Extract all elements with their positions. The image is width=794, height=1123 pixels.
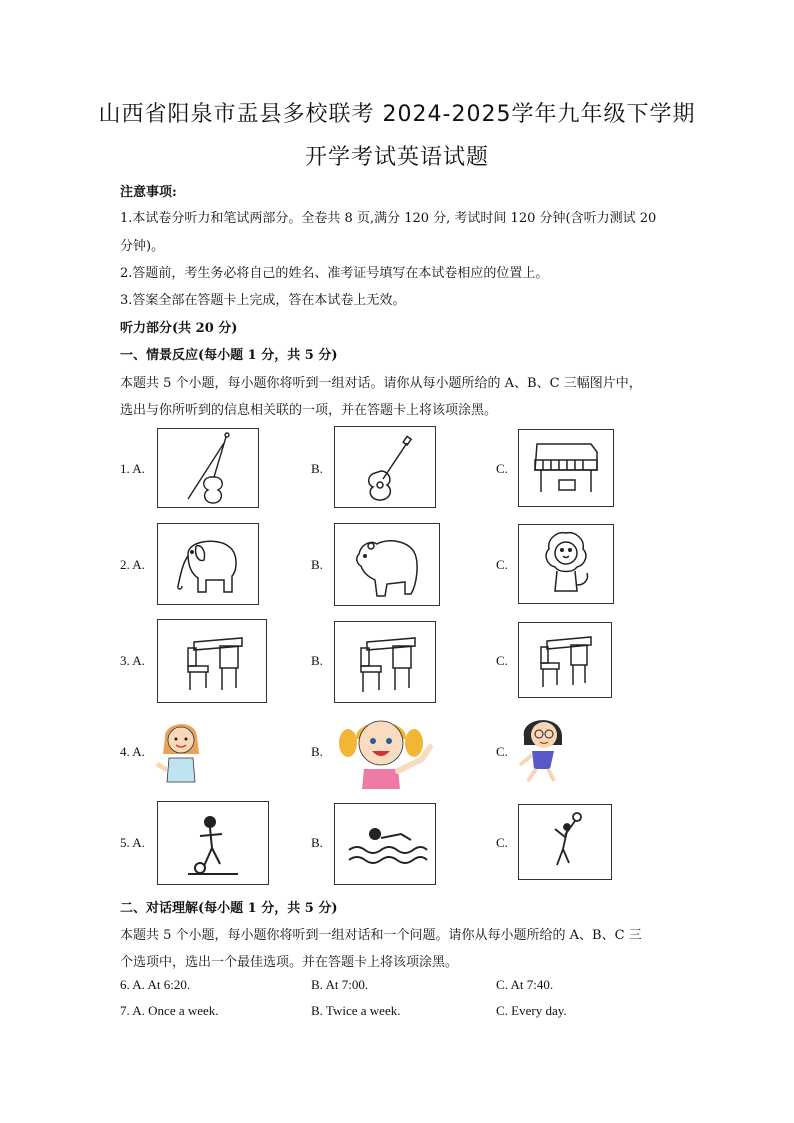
lion-icon [519, 525, 613, 603]
q3-image-c-desk[interactable] [518, 622, 612, 698]
notice-item-1: 1.本试卷分听力和笔试两部分。全卷共 8 页,满分 120 分, 考试时间 120 分钟(含听力测试 20 [120, 211, 657, 226]
listening-heading: 听力部分(共 20 分) [120, 321, 238, 336]
q1-option-a-label: 1. A. [120, 461, 145, 476]
q5-image-c-basketball[interactable] [518, 804, 612, 880]
section-2-instructions-cont: 个选项中，选出一个最佳选项。并在答题卡上将该项涂黑。 [120, 955, 459, 970]
section-1-heading: 一、情景反应(每小题 1 分，共 5 分) [120, 348, 338, 363]
q7-option-a[interactable]: 7. A. Once a week. [120, 1003, 219, 1018]
girl-glasses-icon [514, 711, 570, 783]
bear-icon [335, 524, 439, 605]
section-1-instructions-cont: 选出与你所听到的信息相关联的一项，并在答题卡上将该项涂黑。 [120, 403, 498, 418]
q6-option-b[interactable]: B. At 7:00. [311, 977, 369, 992]
q3-option-c-label: C. [496, 653, 508, 668]
q6-option-c[interactable]: C. At 7:40. [496, 977, 554, 992]
q3-image-b-desk[interactable] [334, 621, 436, 703]
q4-option-b-label: B. [311, 744, 323, 759]
q5-image-a-football[interactable] [157, 801, 269, 885]
guitar-icon [335, 427, 435, 507]
football-player-icon [158, 802, 268, 884]
q1-option-c-label: C. [496, 461, 508, 476]
q2-option-c-label: C. [496, 557, 508, 572]
girl-icon [155, 714, 207, 784]
girl-waving-icon [334, 713, 440, 789]
q5-option-a-label: 5. A. [120, 835, 145, 850]
piano-icon [519, 430, 613, 506]
q7-option-b[interactable]: B. Twice a week. [311, 1003, 401, 1018]
q2-option-b-label: B. [311, 557, 323, 572]
notice-item-1-cont: 分钟)。 [120, 239, 165, 254]
q1-image-c-piano[interactable] [518, 429, 614, 507]
q4-image-b-girl[interactable] [334, 713, 440, 789]
q6-option-a[interactable]: 6. A. At 6:20. [120, 977, 191, 992]
title-line-2: 开学考试英语试题 [304, 145, 489, 170]
q4-option-a-label: 4. A. [120, 744, 145, 759]
q2-image-c-lion[interactable] [518, 524, 614, 604]
q2-image-a-elephant[interactable] [157, 523, 259, 605]
q1-image-a-violin[interactable] [157, 428, 259, 508]
q5-option-b-label: B. [311, 835, 323, 850]
notice-heading: 注意事项: [120, 185, 177, 200]
elephant-icon [158, 524, 258, 604]
q1-image-b-guitar[interactable] [334, 426, 436, 508]
q3-image-a-desk[interactable] [157, 619, 267, 703]
q5-image-b-swimming[interactable] [334, 803, 436, 885]
desk-icon [519, 623, 611, 697]
section-2-heading: 二、对话理解(每小题 1 分，共 5 分) [120, 901, 338, 916]
q2-option-a-label: 2. A. [120, 557, 145, 572]
desk-icon [335, 622, 435, 702]
basketball-player-icon [519, 805, 611, 879]
q5-option-c-label: C. [496, 835, 508, 850]
notice-item-2: 2.答题前，考生务必将自己的姓名、准考证号填写在本试卷相应的位置上。 [120, 266, 549, 281]
q3-option-b-label: B. [311, 653, 323, 668]
section-1-instructions: 本题共 5 个小题，每小题你将听到一组对话。请你从每小题所给的 A、B、C 三幅图片中， [120, 376, 642, 391]
q7-option-c[interactable]: C. Every day. [496, 1003, 567, 1018]
notice-item-3: 3.答案全部在答题卡上完成，答在本试卷上无效。 [120, 293, 406, 308]
q1-option-b-label: B. [311, 461, 323, 476]
section-2-instructions: 本题共 5 个小题，每小题你将听到一组对话和一个问题。请你从每小题所给的 A、B、C 三 [120, 928, 642, 943]
title-line-1: 山西省阳泉市盂县多校联考 2024-2025学年九年级下学期 [98, 102, 696, 127]
q4-option-c-label: C. [496, 744, 508, 759]
q4-image-a-girl[interactable] [155, 714, 207, 784]
q2-image-b-bear[interactable] [334, 523, 440, 606]
swimmer-icon [335, 804, 435, 884]
violin-icon [158, 429, 258, 507]
q3-option-a-label: 3. A. [120, 653, 145, 668]
desk-icon [158, 620, 266, 702]
q4-image-c-girl[interactable] [514, 711, 570, 783]
